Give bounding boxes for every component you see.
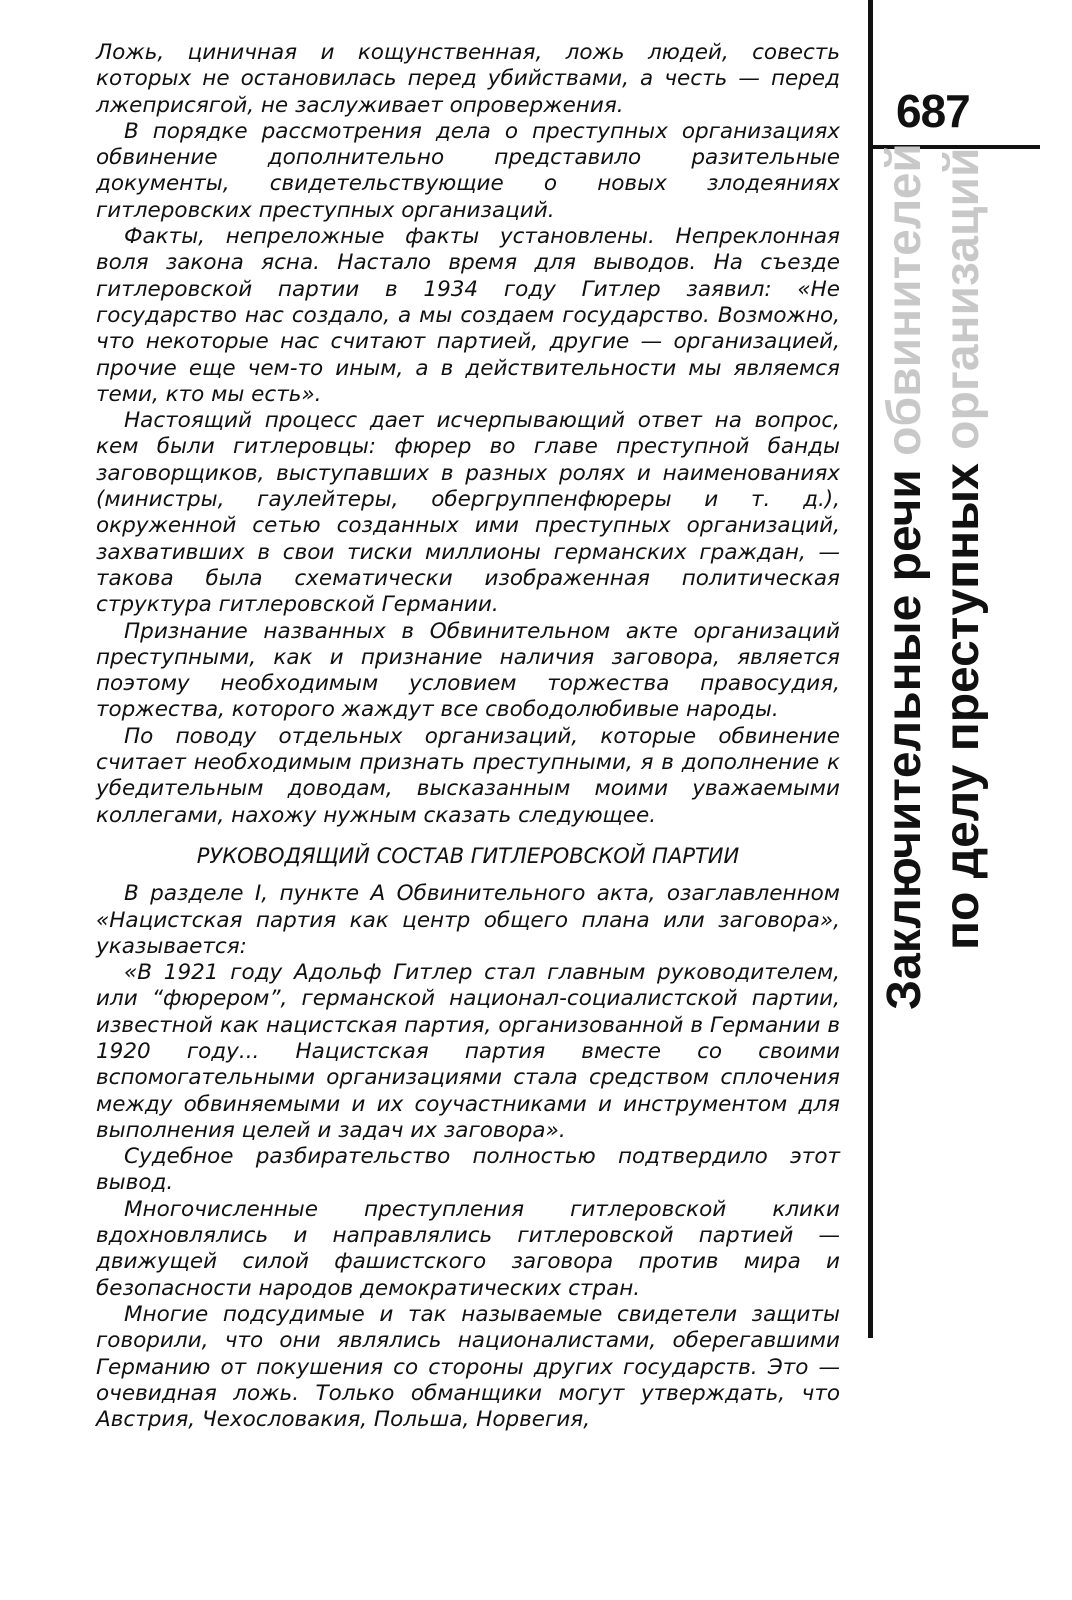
running-title [872,143,1044,1012]
paragraph: Судебное разбирательство полностью подтвердило этот вывод. [96,1144,840,1196]
running-title-line-2 [936,148,990,950]
running-title-line-2-faded: организаций [936,147,989,450]
page-number: 687 [896,85,970,137]
paragraph: Многочисленные преступления гитлеровской клики вдохновлялись и направлялись гитлеровской партией — движущей силой фашистского заговора против мира и безопасности народов демократических стран. [96,1196,840,1301]
paragraph: Факты, непреложные факты установлены. Непреклонная воля закона ясна. Настало время для выводов. На съезде гитлеровской партии в 1934 году Гитлер заявил: «Не государство нас создало, а мы создаем государство. Возможно, что некоторые нас считают партией, другие — организацией, прочие еще чем-то иным, а в действительности мы являемся теми, кто мы есть». [96,224,840,407]
section-heading: РУКОВОДЯЩИЙ СОСТАВ ГИТЛЕРОВСКОЙ ПАРТИИ [196,843,740,868]
running-title-line-1-main: Заключительные речи [878,455,931,1010]
paragraph: Признание названных в Обвинительном акте организаций преступными, как и признание наличия заговора, является поэтому необходимым условием торжества правосудия, торжества, которого жаждут все свободолюбивые народы. [96,618,840,723]
paragraph: Настоящий процесс дает исчерпывающий ответ на вопрос, кем были гитлеровцы: фюрер во главе преступной банды заговорщиков, выступавших в разных ролях и наименованиях (министры, гаулейтеры, обергруппенфюреры и т. д.), окруженной сетью созданных ими преступных организаций, захвативших в свои тиски миллионы германских граждан, — такова была схематически изображенная политическая структура гитлеровской Германии. [96,408,840,618]
main-text-column [96,40,840,1433]
quotation-paragraph: «В 1921 году Адольф Гитлер стал главным руководителем, или “фюрером”, германской национал-социалистской партии, известной как нацистская партия, организованной в Германии в 1920 году... Нацистская партия вместе со своими вспомогательными организациями стала средством сплочения между обвиняемыми и их соучастниками и инструментом для выполнения целей и задач их заговора». [96,960,840,1143]
running-title-line-1-faded: обвинителей [878,143,931,456]
running-title-line-1 [878,143,932,1010]
paragraph: Многие подсудимые и так называемые свидетели защиты говорили, что они являлись националистами, оберегавшими Германию от покушения со стороны других государств. Это — очевидная ложь. Только обманщики могут утверждать, что Австрия, Чехословакия, Польша, Норвегия, [96,1301,840,1433]
paragraph: По поводу отдельных организаций, которые обвинение считает необходимым признать преступными, я в дополнение к убедительным доводам, высказанным моими уважаемыми коллегами, нахожу нужным сказать следующее. [96,723,840,828]
paragraph: Ложь, циничная и кощунственная, ложь людей, совесть которых не остановилась перед убийствами, а честь — перед лжеприсягой, не заслуживает опровержения. [96,40,840,118]
running-title-line-2-main: по делу преступных [936,449,989,950]
paragraph: В разделе I, пункте А Обвинительного акта, озаглавленном «Нацистская партия как центр общего плана или заговора», указывается: [96,881,840,959]
paragraph: В порядке рассмотрения дела о преступных организациях обвинение дополнительно представило разительные документы, свидетельствующие о новых злодеяниях гитлеровских преступных организаций. [96,118,840,223]
